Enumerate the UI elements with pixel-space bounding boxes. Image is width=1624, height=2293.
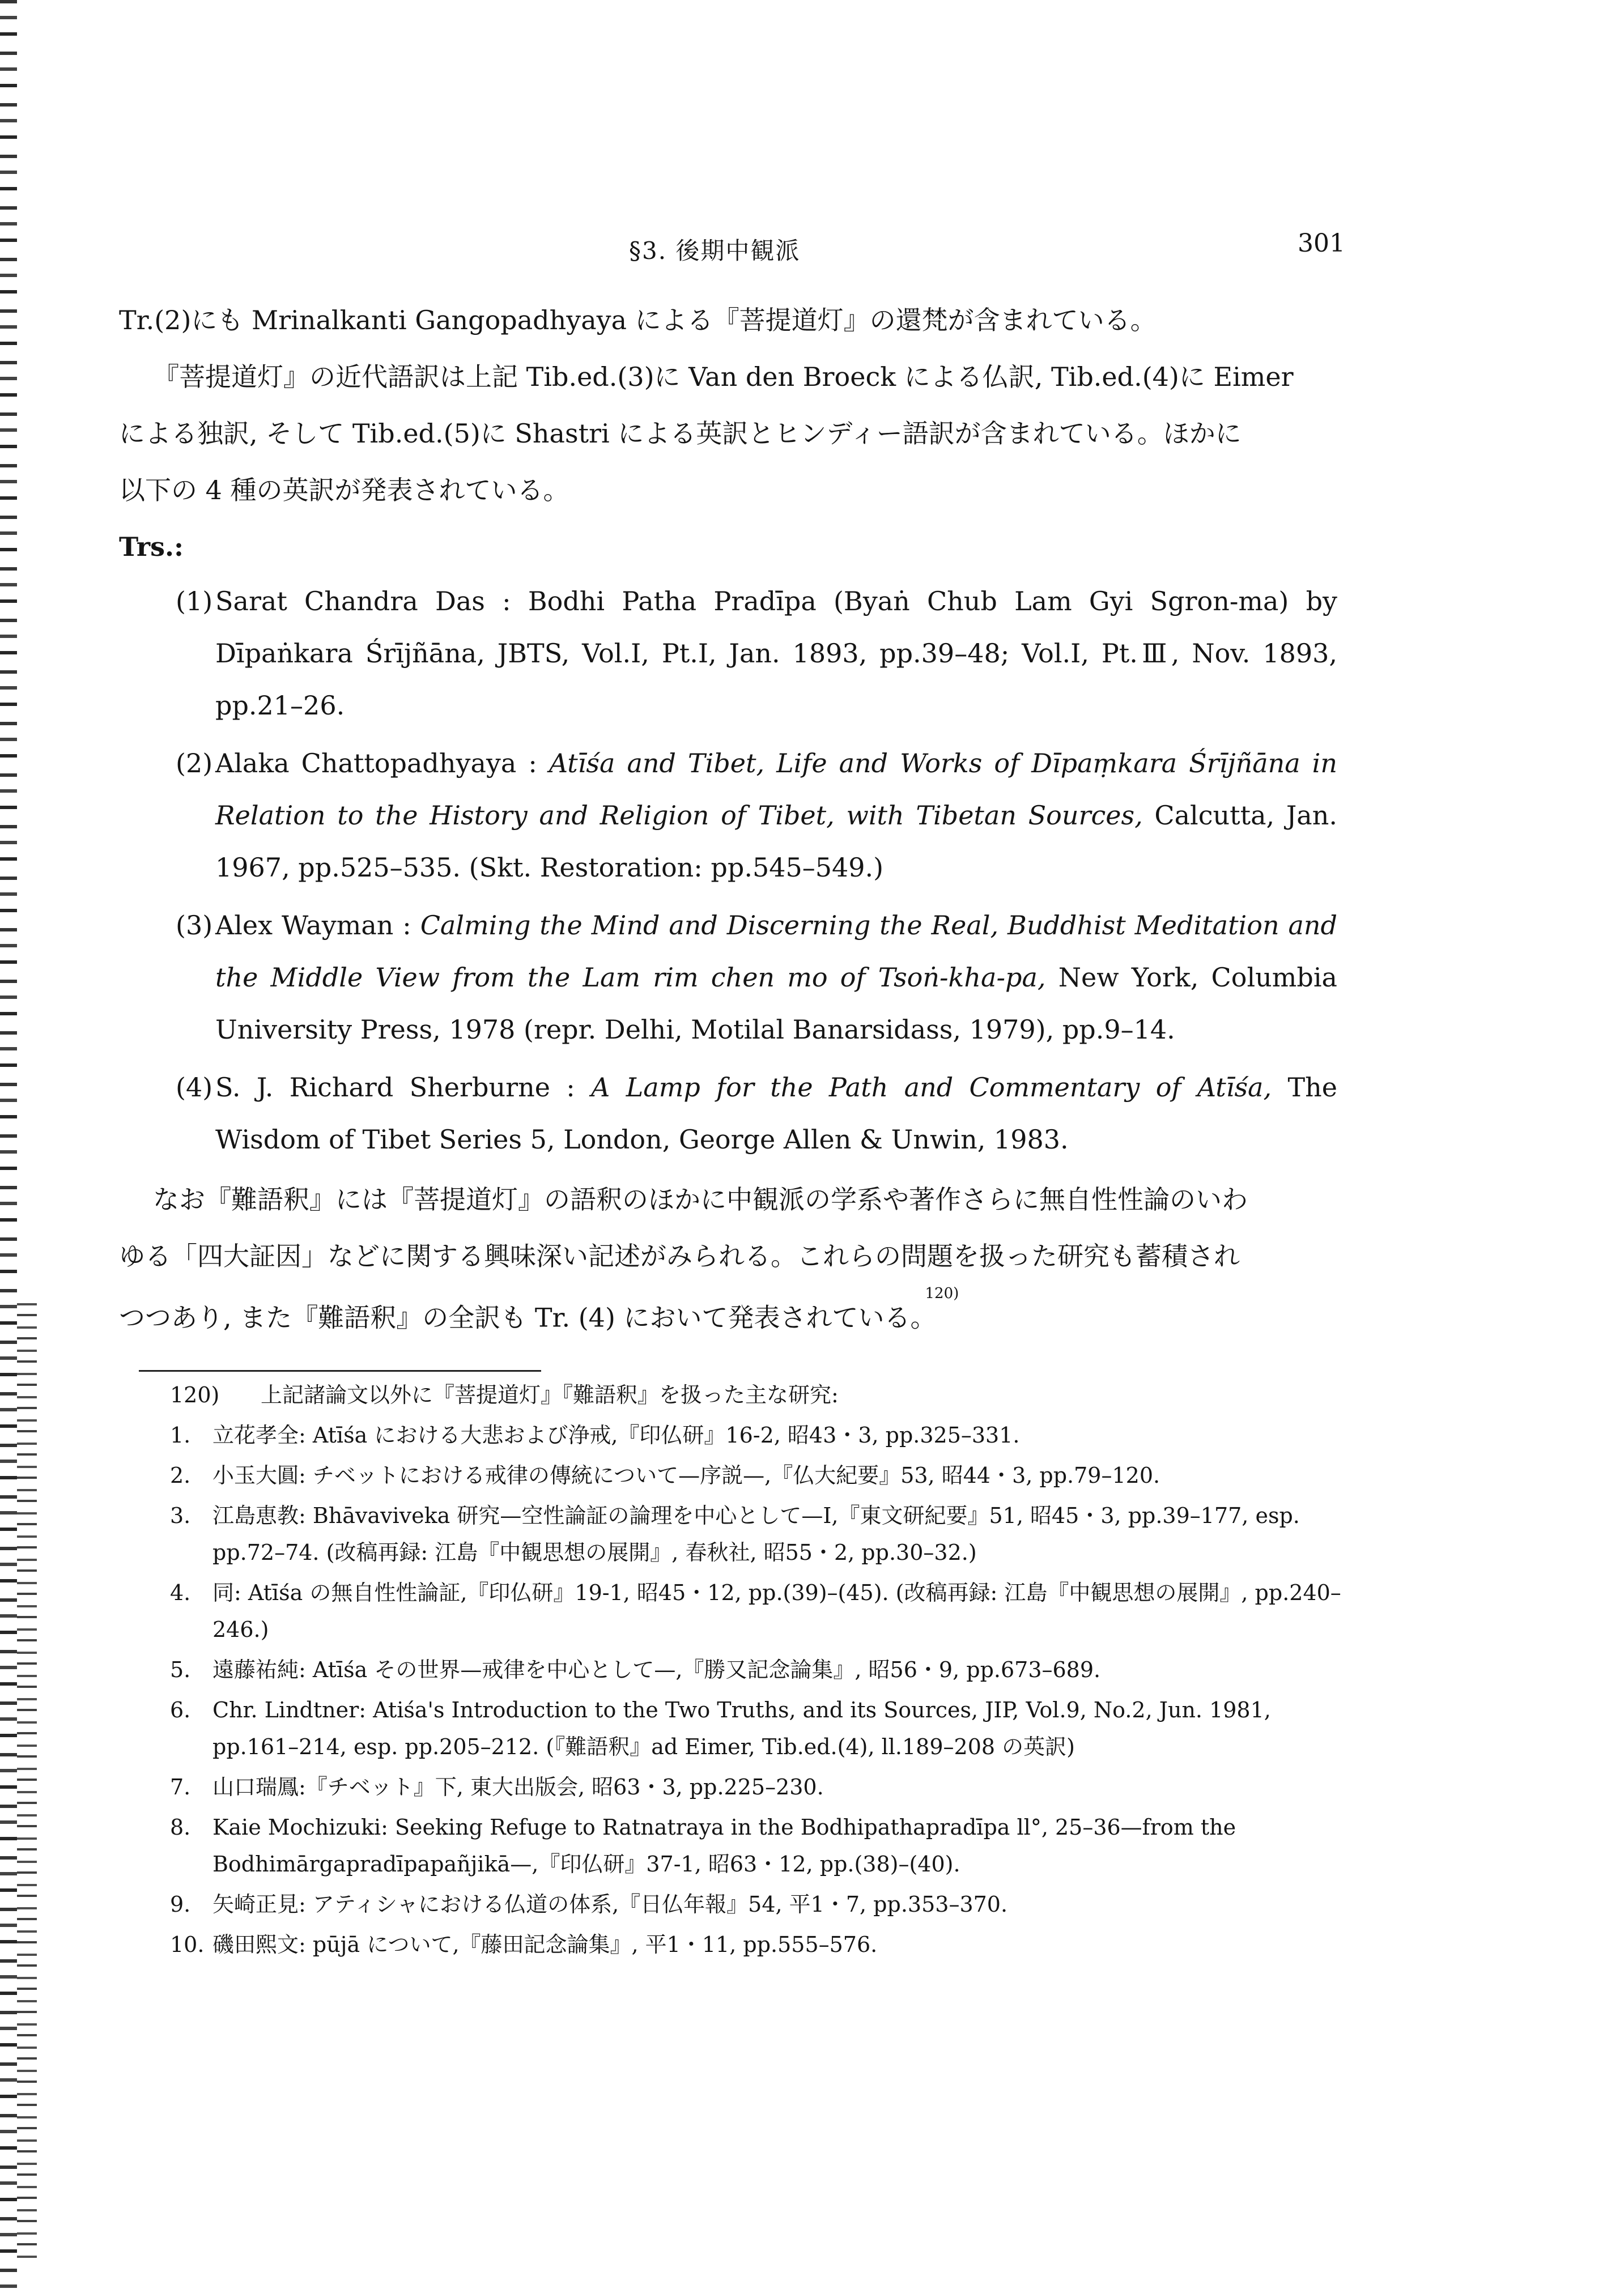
- footnote-item-number: 1.: [170, 1423, 191, 1448]
- footnote-item-7: [170, 1769, 1351, 1806]
- footnote-item-number: 3.: [170, 1503, 191, 1528]
- item-title: A Lamp for the Path and Commentary of Atīśa,: [591, 1072, 1272, 1103]
- item-author: Alaka Chattopadhyaya :: [215, 748, 549, 778]
- closing-line-2: ゆる「四大証因」などに関する興味深い記述がみられる。これらの問題を扱った研究も蓄積され: [119, 1241, 1240, 1271]
- footnote-item-1: [170, 1417, 1351, 1454]
- item-number: (4): [176, 1072, 213, 1103]
- footnotes-section: [170, 1377, 1351, 1967]
- paragraph-2-line-1: 『菩提道灯』の近代語訳は上記 Tib.ed.(3)に Van den Broeck による仏訳, Tib.ed.(4)に Eimer: [153, 361, 1294, 392]
- item-details: The Wisdom of Tibet Series 5, London, George Allen & Unwin, 1983.: [215, 1072, 1338, 1155]
- main-text: [119, 292, 1337, 1346]
- footnote-divider: [139, 1370, 541, 1372]
- item-details: Calcutta, Jan. 1967, pp.525–535. (Skt. Restoration: pp.545–549.): [215, 800, 1337, 883]
- footnote-item-text: 江島恵教: Bhāvaviveka 研究—空性論証の論理を中心として—Ⅰ,『東文研紀要』51, 昭45・3, pp.39–177, esp. pp.72–74. (改稿再録: 江島『中観思想の展開』, 春秋社, 昭55・2, pp.30–32.): [212, 1503, 1300, 1565]
- item-author: Alex Wayman :: [215, 910, 420, 941]
- footnote-list: [170, 1417, 1351, 1963]
- footnote-item-text: 小玉大圓: チベットにおける戒律の傳統について—序説—,『仏大紀要』53, 昭44・3, pp.79–120.: [212, 1463, 1160, 1488]
- footnote-item-number: 5.: [170, 1657, 191, 1682]
- item-title: Calming the Mind and Discerning the Real, Buddhist Meditation and the Middle View from the Lam rim chen mo of Tsoṅ-kha-pa,: [215, 910, 1337, 993]
- footnote-item-6: [170, 1692, 1351, 1766]
- footnote-item-number: 9.: [170, 1892, 191, 1917]
- footnote-reference[interactable]: 120): [925, 1285, 959, 1302]
- footnote-item-text: Kaie Mochizuki: Seeking Refuge to Ratnatraya in the Bodhipathapradīpa ll°, 25–36—from the Bodhimārgapradīpapañjikā—,『印仏研』37-1, 昭63・12, pp.(38)–(40).: [212, 1815, 1236, 1877]
- footnote-item-number: 10.: [170, 1932, 205, 1957]
- item-number: (1): [176, 586, 213, 616]
- item-author: S. J. Richard Sherburne :: [215, 1072, 592, 1103]
- footnote-item-number: 7.: [170, 1775, 191, 1799]
- footnote-item-text: 同: Atīśa の無自性性論証,『印仏研』19-1, 昭45・12, pp.(39)–(45). (改稿再録: 江島『中観思想の展開』, pp.240–246.): [212, 1580, 1341, 1642]
- item-number: (3): [176, 910, 213, 941]
- footnote-item-2: [170, 1457, 1351, 1494]
- footnote-item-4: [170, 1575, 1351, 1648]
- footnote-item-text: Chr. Lindtner: Atiśa's Introduction to the Two Truths, and its Sources, JIP, Vol.9, No.2, Jun. 1981, pp.161–214, esp. pp.205–212. (『難語釈』ad Eimer, Tib.ed.(4), ll.189–208 の英訳): [212, 1698, 1271, 1759]
- translations-heading: Trs.:: [119, 531, 184, 562]
- footnote-item-text: 遠藤祐純: Atīśa その世界—戒律を中心として—,『勝又記念論集』, 昭56・9, pp.673–689.: [212, 1657, 1101, 1682]
- footnote-item-10: [170, 1926, 1351, 1963]
- running-header: [0, 229, 1624, 272]
- translations-list: [119, 575, 1337, 1165]
- item-title: Atīśa and Tibet, Life and Works of Dīpaṃkara Śrījñāna in Relation to the History and Religion of Tibet, with Tibetan Sources,: [215, 748, 1338, 831]
- paragraph-2-line-2: による独訳, そして Tib.ed.(5)に Shastri による英訳とヒンディー語訳が含まれている。ほかに: [119, 418, 1242, 449]
- closing-line-1: なお『難語釈』には『菩提道灯』の語釈のほかに中観派の学系や著作さらに無自性性論のいわ: [153, 1184, 1248, 1215]
- translation-item-4: [119, 1061, 1337, 1165]
- footnote-item-3: [170, 1498, 1351, 1571]
- footnote-item-number: 6.: [170, 1698, 191, 1722]
- translation-item-1: [119, 575, 1337, 731]
- item-text: Sarat Chandra Das : Bodhi Patha Pradīpa (Byaṅ Chub Lam Gyi Sgron-ma) by Dīpaṅkara Śrījñāna, JBTS, Vol.I, Pt.I, Jan. 1893, pp.39–48; Vol.I, Pt.Ⅲ, Nov. 1893, pp.21–26.: [215, 586, 1337, 721]
- footnote-item-text: 山口瑞鳳:『チベット』下, 東大出版会, 昭63・3, pp.225–230.: [212, 1775, 824, 1799]
- translation-item-3: [119, 899, 1337, 1056]
- item-number: (2): [176, 748, 213, 778]
- footnote-item-text: 立花孝全: Atīśa における大悲および浄戒,『印仏研』16-2, 昭43・3, pp.325–331.: [212, 1423, 1020, 1448]
- footnote-item-text: 磯田熙文: pūjā について,『藤田記念論集』, 平1・11, pp.555–576.: [212, 1932, 878, 1957]
- scan-edge-artifact: [0, 0, 17, 2293]
- paragraph-2-line-3: 以下の 4 種の英訳が発表されている。: [119, 475, 569, 505]
- scan-edge-artifact-lower: [17, 1303, 37, 2266]
- footnote-heading-text: 上記諸論文以外に『菩提道灯』『難語釈』を扱った主な研究:: [261, 1382, 839, 1407]
- footnote-item-9: [170, 1886, 1351, 1923]
- closing-paragraph: [119, 1171, 1337, 1346]
- footnote-heading: [170, 1377, 1351, 1414]
- footnote-item-number: 4.: [170, 1580, 191, 1605]
- footnote-item-number: 2.: [170, 1463, 191, 1488]
- closing-line-3: [119, 1284, 1337, 1346]
- page-number: 301: [1298, 229, 1345, 258]
- footnote-number: 120): [170, 1382, 220, 1407]
- paragraph-1: Tr.(2)にも Mrinalkanti Gangopadhyaya による『菩提道灯』の還梵が含まれている。: [119, 305, 1157, 335]
- section-title: §3. 後期中観派: [629, 237, 801, 265]
- item-details: New York, Columbia University Press, 1978 (repr. Delhi, Motilal Banarsidass, 1979), pp.9–14.: [215, 962, 1337, 1045]
- footnote-item-number: 8.: [170, 1815, 191, 1840]
- closing-line-3-text: つつあり, また『難語釈』の全訳も Tr. (4) において発表されている。: [119, 1302, 937, 1333]
- footnote-item-text: 矢崎正見: アティシャにおける仏道の体系,『日仏年報』54, 平1・7, pp.353–370.: [212, 1892, 1008, 1917]
- footnote-item-8: [170, 1809, 1351, 1883]
- translation-item-2: [119, 737, 1337, 894]
- footnote-item-5: [170, 1652, 1351, 1688]
